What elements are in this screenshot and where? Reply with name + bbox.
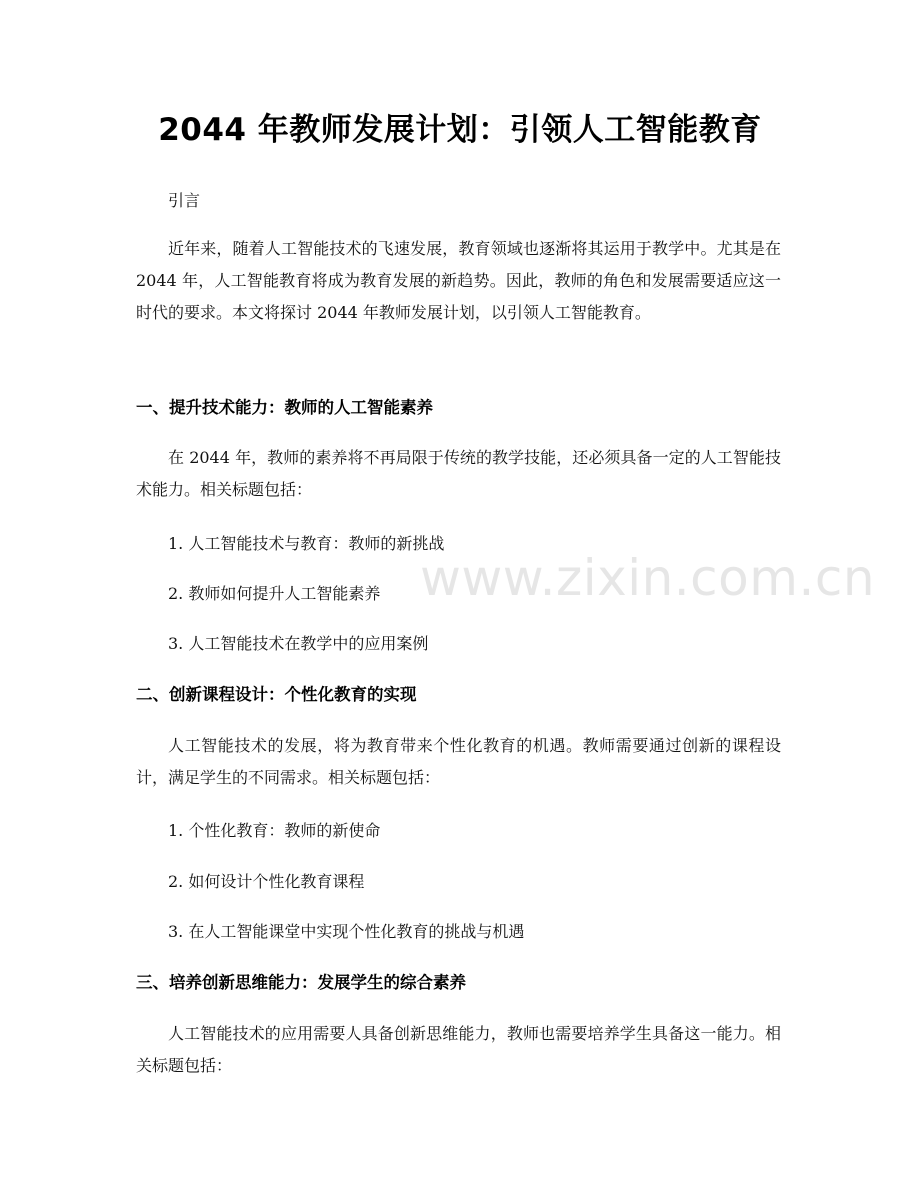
section-2-heading: 二、创新课程设计：个性化教育的实现 xyxy=(136,685,417,704)
section-1-item: 2. 教师如何提升人工智能素养 xyxy=(168,584,381,603)
section-1-item: 1. 人工智能技术与教育：教师的新挑战 xyxy=(168,534,445,553)
document-title: 2044 年教师发展计划：引领人工智能教育 xyxy=(158,112,762,148)
section-3-heading: 三、培养创新思维能力：发展学生的综合素养 xyxy=(136,973,466,992)
section-2-item: 2. 如何设计个性化教育课程 xyxy=(168,872,365,891)
section-3-paragraph: 人工智能技术的应用需要人具备创新思维能力，教师也需要培养学生具备这一能力。相关标题包括： xyxy=(136,1024,781,1075)
section-2-item: 1. 个性化教育：教师的新使命 xyxy=(168,821,381,840)
section-1-heading: 一、提升技术能力：教师的人工智能素养 xyxy=(136,398,433,417)
watermark: www.zixin.com.cn xyxy=(420,549,876,607)
section-1-paragraph: 在 2044 年，教师的素养将不再局限于传统的教学技能，还必须具备一定的人工智能技术能力。相关标题包括： xyxy=(136,448,781,499)
intro-paragraph: 近年来，随着人工智能技术的飞速发展，教育领域也逐渐将其运用于教学中。尤其是在 2044 年，人工智能教育将成为教育发展的新趋势。因此，教师的角色和发展需要适应这一时代的要求。本文将探讨 2044 年教师发展计划，以引领人工智能教育。 xyxy=(136,239,781,322)
section-2-paragraph: 人工智能技术的发展，将为教育带来个性化教育的机遇。教师需要通过创新的课程设计，满足学生的不同需求。相关标题包括： xyxy=(136,736,781,787)
section-1-item: 3. 人工智能技术在教学中的应用案例 xyxy=(168,634,429,653)
section-2-item: 3. 在人工智能课堂中实现个性化教育的挑战与机遇 xyxy=(168,922,525,941)
intro-label: 引言 xyxy=(168,191,201,210)
